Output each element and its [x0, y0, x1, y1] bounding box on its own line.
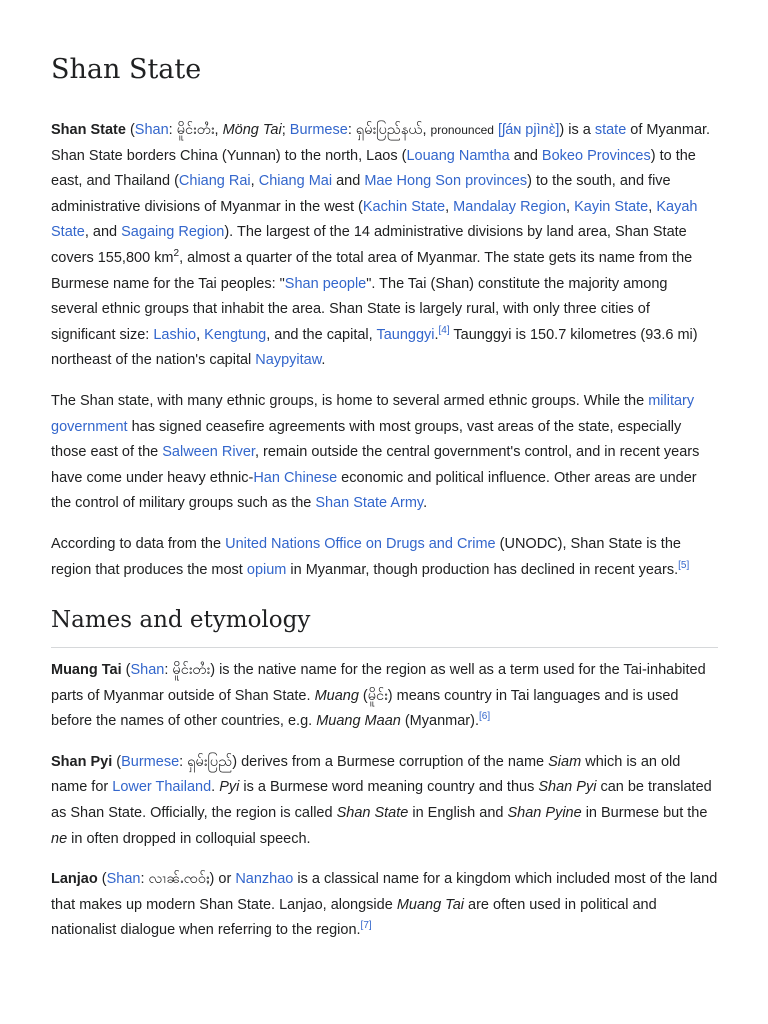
link-shan-language[interactable]: Shan — [130, 662, 165, 679]
text: : မိူင်းတႆး) is the native name for the region as well as a term used for the Tai-inhabited parts of Myanmar outside of Shan State. — [51, 662, 706, 704]
link-kayin-state[interactable]: Kayin State — [574, 198, 649, 215]
italic-term: Shan Pyine — [507, 805, 582, 822]
bold-term: Shan State — [51, 122, 126, 138]
link-lower-thailand[interactable]: Lower Thailand — [112, 779, 212, 796]
link-kachin-state[interactable]: Kachin State — [362, 198, 446, 215]
link-state[interactable]: state — [594, 122, 627, 138]
bold-term: Shan Pyi — [51, 753, 113, 770]
intro-paragraph — [51, 118, 718, 374]
text: , remain outside the central government's control, and in recent years have come under heavy ethnic- — [51, 444, 700, 486]
muang-tai-paragraph — [51, 658, 718, 735]
text: , and the capital, — [266, 326, 377, 343]
link-kayah-state[interactable]: Kayah State — [51, 198, 698, 241]
shan-pyi-paragraph — [51, 750, 718, 852]
reference-link[interactable]: [4] — [438, 324, 450, 336]
text: ) to the east, and Thailand ( — [51, 147, 696, 190]
link-opium[interactable]: opium — [246, 561, 287, 578]
section-heading-names: Names and etymology — [51, 607, 718, 648]
text: is a Burmese word meaning country and thus — [239, 779, 539, 796]
opium-paragraph — [51, 532, 718, 583]
text: and — [509, 147, 542, 164]
superscript: 2 — [173, 248, 180, 260]
text: (မိူင်း) means country in Tai languages and is used before the names of other countries, e.g. — [51, 687, 679, 730]
link-mae-hong-son[interactable]: Mae Hong Son provinces — [364, 173, 528, 190]
link-ipa[interactable]: [ʃáɴ pjìnɛ̀] — [497, 122, 560, 138]
article-body — [51, 118, 718, 944]
text: Taunggyi is 150.7 kilometres (93.6 mi) northeast of the nation's capital — [51, 326, 698, 369]
reference-link[interactable]: [5] — [678, 559, 690, 571]
text: : ရှမ်းပြည်နယ်, — [347, 122, 431, 138]
text: , — [250, 173, 259, 190]
text: , and — [84, 224, 122, 241]
text: ( — [125, 122, 135, 138]
link-military-government[interactable]: military government — [51, 392, 695, 435]
italic-term: Pyi — [219, 779, 240, 796]
text: . — [423, 495, 428, 512]
text: ( — [97, 871, 107, 888]
link-lashio[interactable]: Lashio — [153, 326, 197, 343]
link-burmese-language[interactable]: Burmese — [121, 753, 180, 770]
text: , — [196, 326, 205, 343]
text: in Myanmar, though production has declined in recent years. — [286, 561, 679, 578]
text: (Myanmar). — [400, 713, 479, 730]
link-nanzhao[interactable]: Nanzhao — [235, 871, 294, 888]
link-han-chinese[interactable]: Han Chinese — [253, 469, 338, 486]
link-mandalay-region[interactable]: Mandalay Region — [453, 198, 567, 215]
text: , — [648, 198, 657, 215]
text: . — [434, 326, 439, 343]
link-shan-state-army[interactable]: Shan State Army — [315, 495, 424, 512]
text: and — [332, 173, 365, 190]
italic-term: Shan Pyi — [538, 779, 597, 796]
link-bokeo-provinces[interactable]: Bokeo Provinces — [541, 147, 651, 164]
link-chiang-mai[interactable]: Chiang Mai — [258, 173, 333, 190]
text: The Shan state, with many ethnic groups, is home to several armed ethnic groups. While the — [51, 392, 649, 409]
text: ( — [121, 662, 131, 679]
text: ) to the south, and five administrative divisions of Myanmar in the west ( — [51, 173, 671, 215]
text: are often used in political and nationalist dialogue when referring to the region. — [51, 896, 657, 939]
armed-groups-paragraph — [51, 389, 718, 517]
italic-term: ne — [51, 830, 68, 847]
text: . — [211, 779, 220, 796]
text: According to data from the — [51, 535, 226, 552]
italic-term: Muang — [314, 687, 359, 704]
text: can be translated as Shan State. Officially, the region is called — [51, 779, 712, 822]
lanjao-paragraph — [51, 867, 718, 944]
italic-term: Muang Tai — [396, 896, 464, 913]
reference-link[interactable]: [7] — [360, 920, 372, 932]
italic-term: Muang Maan — [316, 713, 401, 730]
text: : လၢၼ်ႉၸဝ်ႈ) or — [140, 871, 236, 888]
page-title: Shan State — [51, 54, 202, 85]
italic-term: Siam — [548, 753, 582, 770]
text: ) is a — [559, 122, 595, 138]
link-unodc[interactable]: United Nations Office on Drugs and Crime — [225, 535, 496, 552]
link-salween-river[interactable]: Salween River — [162, 444, 255, 461]
text: ". The Tai (Shan) constitute the majority among several ethnic groups that inhabit the area. Shan State is largely rural, with only three cities of significant size: — [51, 275, 668, 343]
text: ( — [112, 753, 122, 770]
bold-term: Lanjao — [51, 871, 98, 888]
text: , almost a quarter of the total area of Myanmar. The state gets its name from the Burmese name for the Tai peoples: " — [51, 249, 693, 292]
text: ). The largest of the 14 administrative divisions by land area, Shan State covers 155,800 km — [51, 224, 687, 266]
text: , — [445, 198, 454, 215]
link-naypyitaw[interactable]: Naypyitaw — [255, 352, 322, 369]
text: of Myanmar. Shan State borders China (Yunnan) to the north, Laos ( — [51, 122, 711, 164]
bold-term: Muang Tai — [51, 662, 122, 679]
reference-link[interactable]: [6] — [478, 711, 491, 723]
text: is a classical name for a kingdom which included most of the land that makes up modern Shan State. Lanjao, alongside — [51, 871, 718, 913]
link-taunggyi[interactable]: Taunggyi — [376, 326, 435, 343]
link-louang-namtha[interactable]: Louang Namtha — [406, 147, 510, 164]
link-shan-language[interactable]: Shan — [106, 871, 141, 888]
text: economic and political influence. Other areas are under the control of military groups such as the — [51, 469, 697, 512]
text: in English and — [408, 805, 508, 822]
italic-term: Möng Tai — [222, 122, 282, 138]
text: : ရှမ်းပြည်) derives from a Burmese corruption of the name — [179, 753, 549, 770]
link-shan-people[interactable]: Shan people — [284, 275, 367, 292]
italic-term: Shan State — [336, 805, 409, 822]
text: in Burmese but the — [581, 805, 708, 822]
link-burmese-language[interactable]: Burmese — [289, 122, 348, 138]
text: in often dropped in colloquial speech. — [67, 830, 311, 847]
pronounced-label: pronounced — [430, 123, 494, 137]
text: (UNODC), Shan State is the region that produces the most — [51, 535, 681, 578]
text: . — [321, 352, 326, 369]
link-kengtung[interactable]: Kengtung — [204, 326, 267, 343]
text: , — [566, 198, 575, 215]
link-shan-language[interactable]: Shan — [134, 122, 169, 138]
text: which is an old name for — [51, 753, 681, 796]
text: has signed ceasefire agreements with most groups, vast areas of the state, especially those east of the — [51, 418, 682, 461]
text: : မိူင်းတႆး, — [168, 122, 223, 138]
link-sagaing-region[interactable]: Sagaing Region — [121, 224, 225, 241]
link-chiang-rai[interactable]: Chiang Rai — [178, 173, 251, 190]
text: ; — [281, 122, 290, 138]
